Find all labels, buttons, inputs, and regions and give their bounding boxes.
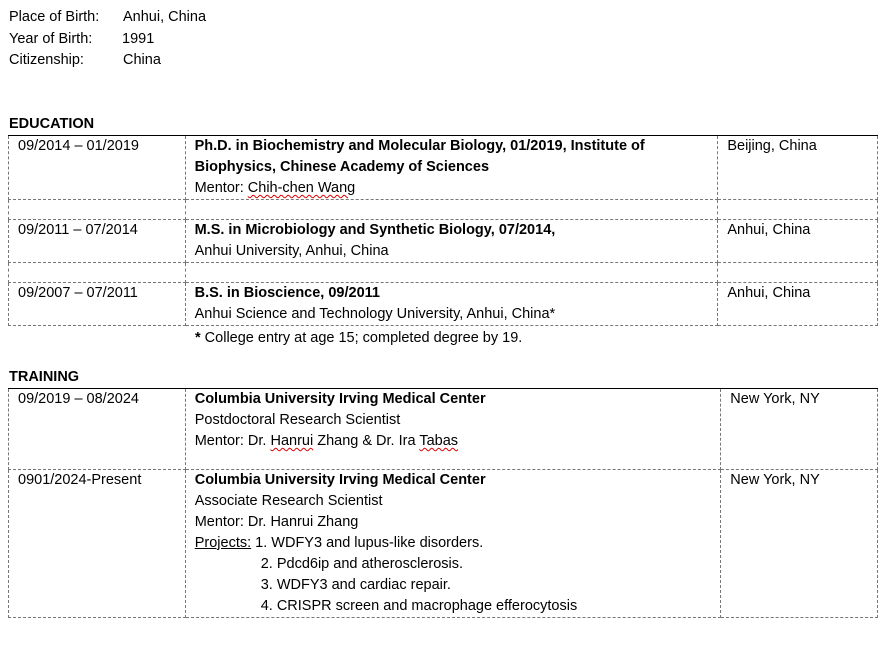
mentor-prefix: Mentor: [194, 180, 248, 196]
training-table [8, 388, 878, 618]
education-degree-cell [185, 283, 718, 326]
training-detail-cell [185, 389, 721, 470]
place-of-birth-label: Place of Birth: [9, 9, 100, 25]
mentor-prefix: Mentor: Dr. [194, 433, 271, 449]
degree-detail: Anhui University, Anhui, China [194, 243, 389, 259]
place-of-birth-value: Anhui, China [123, 9, 207, 25]
degree-title-line1: M.S. in Microbiology and Synthetic Biology, 07/2014, [194, 222, 556, 238]
education-degree-cell [185, 136, 718, 200]
training-institution: Columbia University Irving Medical Center [194, 472, 486, 488]
education-degree-cell [185, 220, 718, 263]
project-item: 3. WDFY3 and cardiac repair. [260, 577, 451, 593]
mentor-line [195, 178, 718, 199]
training-location: New York, NY [721, 470, 878, 618]
footnote-text: College entry at age 15; completed degree by 19. [200, 330, 523, 346]
degree-title-line2: Biophysics, Chinese Academy of Sciences [194, 159, 490, 175]
education-location: Beijing, China [718, 136, 878, 200]
mentor-name: Chih-chen Wang [247, 180, 356, 196]
education-location: Anhui, China [718, 283, 878, 326]
education-heading: EDUCATION [9, 116, 95, 132]
education-row-ms [9, 220, 878, 263]
mentor-name-1: Hanrui [270, 433, 314, 449]
mentor-line [195, 431, 721, 452]
education-row-phd [9, 136, 878, 200]
projects-label: Projects: [194, 535, 252, 551]
training-dates: 09/2019 – 08/2024 [9, 389, 186, 470]
footnote-star: * [195, 330, 201, 346]
project-item: 1. WDFY3 and lupus-like disorders. [251, 535, 484, 551]
training-dates: 0901/2024-Present [9, 470, 186, 618]
training-position: Postdoctoral Research Scientist [194, 412, 401, 428]
citizenship-label: Citizenship: [9, 52, 84, 68]
mentor-name-2: Tabas [419, 433, 459, 449]
project-item: 4. CRISPR screen and macrophage efferocytosis [260, 598, 578, 614]
education-dates: 09/2007 – 07/2011 [9, 283, 186, 326]
mentor-mid: Zhang & Dr. Ira [313, 433, 420, 449]
year-of-birth-value: 1991 [122, 31, 155, 47]
training-location: New York, NY [721, 389, 878, 470]
degree-detail: Anhui Science and Technology University, Anhui, China* [194, 306, 556, 322]
education-spacer-row [9, 200, 878, 220]
education-spacer-row [9, 263, 878, 283]
training-heading: TRAINING [9, 369, 80, 385]
mentor-line: Mentor: Dr. Hanrui Zhang [194, 514, 359, 530]
education-table [8, 135, 878, 326]
education-dates: 09/2011 – 07/2014 [9, 220, 186, 263]
training-institution: Columbia University Irving Medical Center [194, 391, 486, 407]
citizenship-value: China [123, 52, 161, 68]
training-position: Associate Research Scientist [194, 493, 383, 509]
training-row-postdoc [9, 389, 878, 470]
education-row-bs [9, 283, 878, 326]
year-of-birth-label: Year of Birth: [9, 31, 93, 47]
degree-title-line1: Ph.D. in Biochemistry and Molecular Biology, 01/2019, Institute of [194, 138, 645, 154]
education-footnote [195, 328, 522, 349]
project-item: 2. Pdcd6ip and atherosclerosis. [260, 556, 464, 572]
project-line-1 [195, 533, 721, 554]
education-dates: 09/2014 – 01/2019 [9, 136, 186, 200]
degree-title-line1: B.S. in Bioscience, 09/2011 [194, 285, 380, 301]
training-detail-cell [185, 470, 721, 618]
training-row-associate [9, 470, 878, 618]
education-location: Anhui, China [718, 220, 878, 263]
